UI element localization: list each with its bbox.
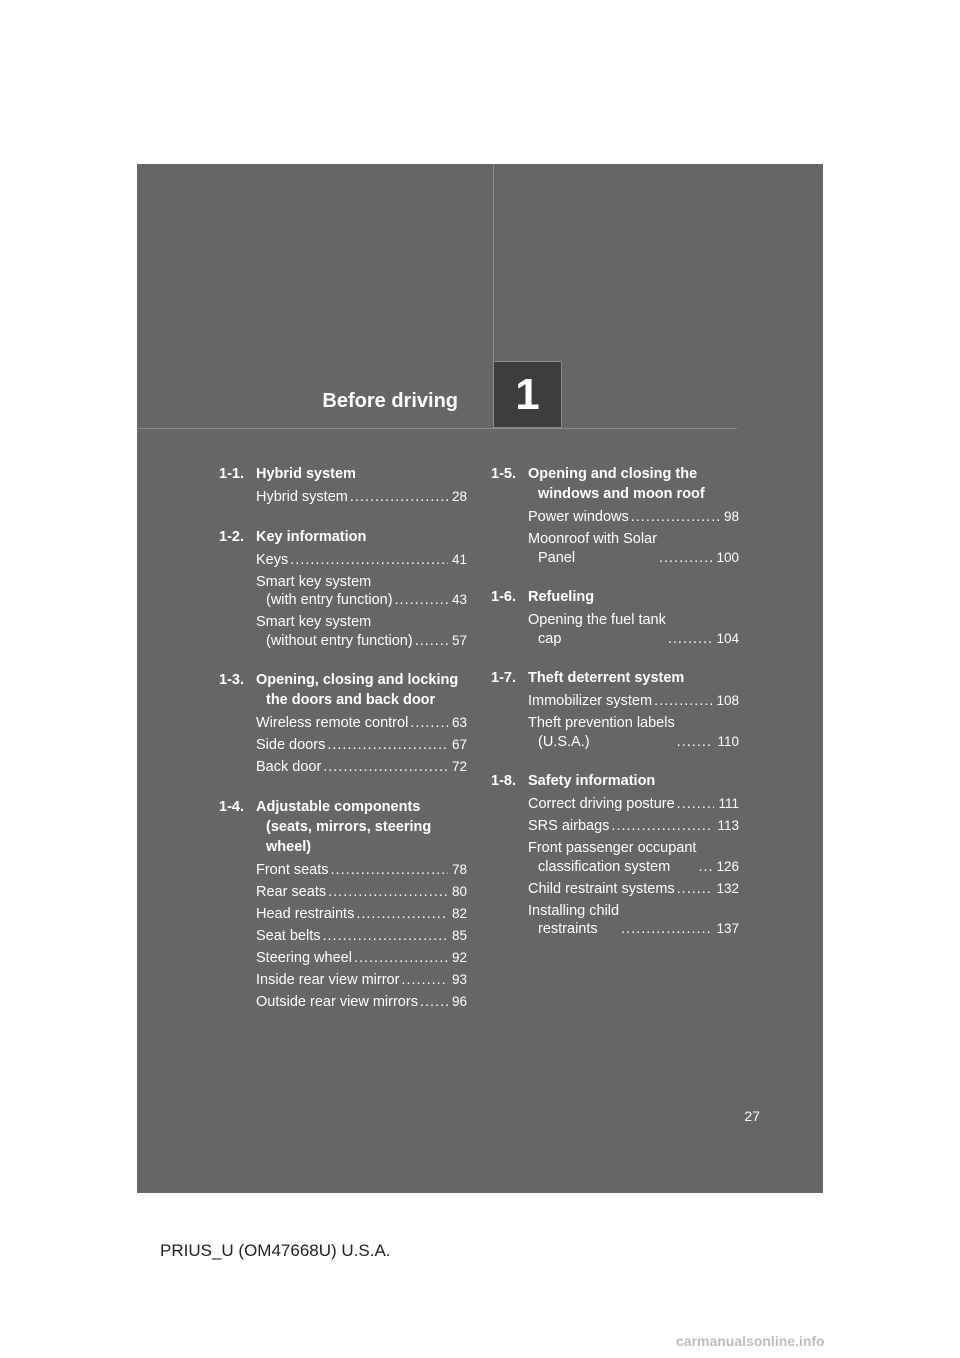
entry-title-line: Side doors: [256, 737, 326, 753]
dot-leader: [354, 949, 448, 968]
dot-leader: [668, 630, 713, 649]
section-entries: [219, 861, 467, 1012]
toc-entry-link[interactable]: [256, 971, 467, 990]
entry-title-line: Wireless remote control: [256, 715, 409, 731]
entry-title-line: Inside rear view mirror: [256, 971, 400, 988]
entry-title-line: Immobilizer system: [528, 693, 653, 709]
section-number: 1-3.: [219, 672, 244, 688]
toc-entry-link[interactable]: [256, 905, 467, 924]
section-title-line: Adjustable components: [256, 798, 421, 815]
section-title-line: Hybrid system: [256, 466, 356, 482]
entry-title-line: Correct driving posture: [528, 796, 675, 812]
section-title: [491, 771, 739, 791]
dot-leader: [677, 733, 714, 752]
entry-title-line: Front seats: [256, 861, 329, 878]
dot-leader: [611, 817, 713, 836]
dot-leader: [654, 692, 712, 711]
toc-entry-link[interactable]: [528, 714, 739, 751]
entry-page-number: 93: [451, 971, 467, 987]
entry-page-number: 67: [451, 737, 467, 752]
entry-title-line: Opening the fuel tank: [528, 612, 666, 628]
section-title-line: windows and moon roof: [538, 486, 705, 502]
entry-page-number: 110: [717, 733, 739, 749]
entry-title-line: restraints: [538, 921, 598, 937]
section-entries: [219, 488, 467, 507]
toc-section: [219, 527, 467, 651]
entry-title: [256, 488, 348, 507]
entry-page-number: 72: [451, 759, 467, 774]
toc-section: [491, 771, 739, 939]
watermark: carmanualsonline.info: [676, 1333, 825, 1349]
section-number: 1-7.: [491, 670, 516, 686]
section-entries: [219, 551, 467, 651]
entry-title-line: Theft prevention labels: [528, 715, 675, 731]
toc-section: [491, 464, 739, 567]
section-title: [219, 464, 467, 484]
dot-leader: [420, 993, 448, 1012]
entry-title-line: cap: [538, 630, 562, 647]
toc-entry-link[interactable]: [256, 758, 467, 777]
toc-section: [491, 587, 739, 648]
entry-title: [528, 902, 619, 939]
section-number: 1-1.: [219, 466, 244, 482]
section-entries: [491, 692, 739, 751]
toc-entry-link[interactable]: [528, 839, 739, 876]
entry-title: [528, 817, 609, 836]
section-number: 1-2.: [219, 528, 244, 545]
entry-title: [256, 613, 413, 650]
dot-leader: [356, 905, 448, 924]
entry-title: [256, 905, 354, 924]
entry-title-line: Moonroof with Solar: [528, 531, 657, 547]
dot-leader: [328, 883, 448, 902]
toc-left-column: [219, 464, 467, 1031]
entry-title-line: Head restraints: [256, 905, 355, 922]
entry-title: [256, 971, 399, 990]
entry-title-line: Steering wheel: [256, 949, 352, 966]
entry-title-line: Seat belts: [256, 927, 321, 944]
entry-title-line: Panel: [538, 549, 576, 566]
entry-title: [256, 714, 408, 733]
entry-title-line: SRS airbags: [528, 818, 610, 834]
entry-title: [528, 611, 666, 648]
section-title-line: Theft deterrent system: [528, 670, 685, 686]
entry-page-number: 57: [451, 632, 467, 648]
section-title: [219, 527, 467, 547]
toc-entry-link[interactable]: [256, 551, 467, 570]
dot-leader: [410, 714, 448, 733]
entry-title: [256, 736, 325, 755]
entry-page-number: 85: [451, 927, 467, 943]
entry-page-number: 92: [451, 949, 467, 965]
section-title-line: Key information: [256, 528, 367, 545]
toc-entry-link[interactable]: [256, 714, 467, 733]
entry-title: [528, 530, 657, 567]
dot-leader: [621, 920, 712, 939]
entry-title-line: Rear seats: [256, 883, 327, 900]
dot-leader: [323, 927, 448, 946]
entry-page-number: 80: [451, 883, 467, 899]
entry-title: [528, 839, 696, 876]
toc-entry-link[interactable]: [256, 927, 467, 946]
entry-title: [256, 883, 326, 902]
entry-page-number: 126: [716, 858, 739, 874]
entry-page-number: 96: [451, 993, 467, 1009]
section-title: [491, 464, 739, 504]
dot-leader: [290, 551, 448, 570]
entry-title-line: Front passenger occupant: [528, 840, 697, 856]
toc-entry-link[interactable]: [528, 692, 739, 711]
toc-entry-link[interactable]: [256, 949, 467, 968]
section-title: [219, 797, 467, 857]
entry-title: [256, 573, 393, 610]
entry-title-line: (without entry function): [266, 632, 413, 649]
dot-leader: [677, 795, 715, 814]
toc-entry-link[interactable]: [528, 611, 739, 648]
entry-title-line: Child restraint systems: [528, 880, 675, 897]
toc-entry-link[interactable]: [528, 508, 739, 527]
entry-page-number: 113: [717, 818, 739, 833]
section-entries: [491, 795, 739, 939]
toc-section: [219, 797, 467, 1012]
section-number: 1-4.: [219, 798, 244, 815]
toc-entry-link[interactable]: [528, 817, 739, 836]
entry-title-line: Outside rear view mirrors: [256, 993, 418, 1010]
toc-entry-link[interactable]: [256, 573, 467, 610]
dot-leader: [631, 508, 720, 527]
entry-page-number: 137: [716, 921, 739, 936]
section-title-line: wheel): [266, 838, 312, 855]
dot-leader: [415, 632, 448, 651]
dot-leader: [323, 758, 448, 777]
section-title: [219, 670, 467, 710]
entry-title-line: Power windows: [528, 509, 629, 525]
dot-leader: [395, 591, 448, 610]
entry-title: [256, 861, 329, 880]
entry-title-line: Keys: [256, 551, 289, 568]
dot-leader: [327, 736, 448, 755]
toc-entry-link[interactable]: [256, 883, 467, 902]
toc-entry-link[interactable]: [528, 530, 739, 567]
dot-leader: [659, 549, 713, 568]
entry-title: [528, 880, 675, 899]
toc-entry-link[interactable]: [256, 613, 467, 650]
entry-page-number: 82: [451, 905, 467, 921]
section-entries: [219, 714, 467, 777]
entry-title: [528, 692, 652, 711]
section-number: 1-8.: [491, 773, 516, 789]
entry-page-number: 63: [451, 715, 467, 730]
entry-title: [528, 795, 675, 814]
entry-title: [256, 949, 352, 968]
toc-entry-link[interactable]: [528, 902, 739, 939]
toc-entry-link[interactable]: [256, 736, 467, 755]
section-entries: [491, 508, 739, 567]
section-title-line: the doors and back door: [266, 692, 436, 708]
entry-title-line: classification system: [538, 858, 671, 875]
section-title: [491, 668, 739, 688]
toc-entry-link[interactable]: [256, 993, 467, 1012]
entry-title: [256, 993, 418, 1012]
section-title-line: Opening, closing and locking: [256, 672, 459, 688]
entry-page-number: 111: [718, 796, 739, 811]
vertical-divider: [493, 164, 494, 361]
entry-title: [256, 758, 321, 777]
dot-leader: [331, 861, 448, 880]
section-entries: [491, 611, 739, 648]
section-title-line: Opening and closing the: [528, 466, 698, 482]
footer-model-code: PRIUS_U (OM47668U) U.S.A.: [160, 1241, 391, 1260]
entry-page-number: 78: [451, 861, 467, 877]
section-number: 1-5.: [491, 466, 516, 482]
dot-leader: [401, 971, 448, 990]
horizontal-divider: [137, 428, 737, 429]
entry-page-number: 132: [716, 880, 739, 896]
section-title-line: Safety information: [528, 773, 656, 789]
entry-title: [256, 927, 321, 946]
section-number: 1-6.: [491, 589, 516, 605]
dot-leader: [698, 858, 712, 877]
chapter-number-badge: 1: [493, 361, 562, 428]
toc-right-column: [491, 464, 739, 959]
toc-entry-link[interactable]: [256, 488, 467, 507]
entry-title-line: Installing child: [528, 902, 620, 919]
entry-title: [256, 551, 288, 570]
toc-section: [219, 670, 467, 777]
entry-page-number: 104: [716, 630, 739, 646]
entry-page-number: 41: [451, 551, 467, 567]
toc-section: [219, 464, 467, 507]
toc-entry-link[interactable]: [256, 861, 467, 880]
entry-title: [528, 714, 675, 751]
entry-page-number: 100: [716, 549, 739, 565]
page-number: 27: [744, 1108, 760, 1124]
entry-title-line: (U.S.A.): [538, 733, 590, 750]
toc-entry-link[interactable]: [528, 880, 739, 899]
entry-page-number: 28: [451, 489, 467, 504]
entry-page-number: 43: [451, 592, 467, 607]
section-title-line: (seats, mirrors, steering: [266, 818, 432, 835]
entry-title-line: (with entry function): [266, 592, 393, 608]
entry-title: [528, 508, 629, 527]
entry-title-line: Smart key system: [256, 573, 372, 590]
chapter-title: Before driving: [322, 390, 458, 412]
entry-title-line: Smart key system: [256, 614, 372, 630]
section-title-line: Refueling: [528, 589, 595, 605]
dot-leader: [350, 488, 448, 507]
entry-page-number: 98: [723, 509, 739, 524]
toc-section: [491, 668, 739, 751]
entry-page-number: 108: [716, 693, 739, 708]
dot-leader: [677, 880, 713, 899]
entry-title-line: Back door: [256, 759, 322, 775]
entry-title-line: Hybrid system: [256, 489, 348, 505]
section-title: [491, 587, 739, 607]
toc-entry-link[interactable]: [528, 795, 739, 814]
